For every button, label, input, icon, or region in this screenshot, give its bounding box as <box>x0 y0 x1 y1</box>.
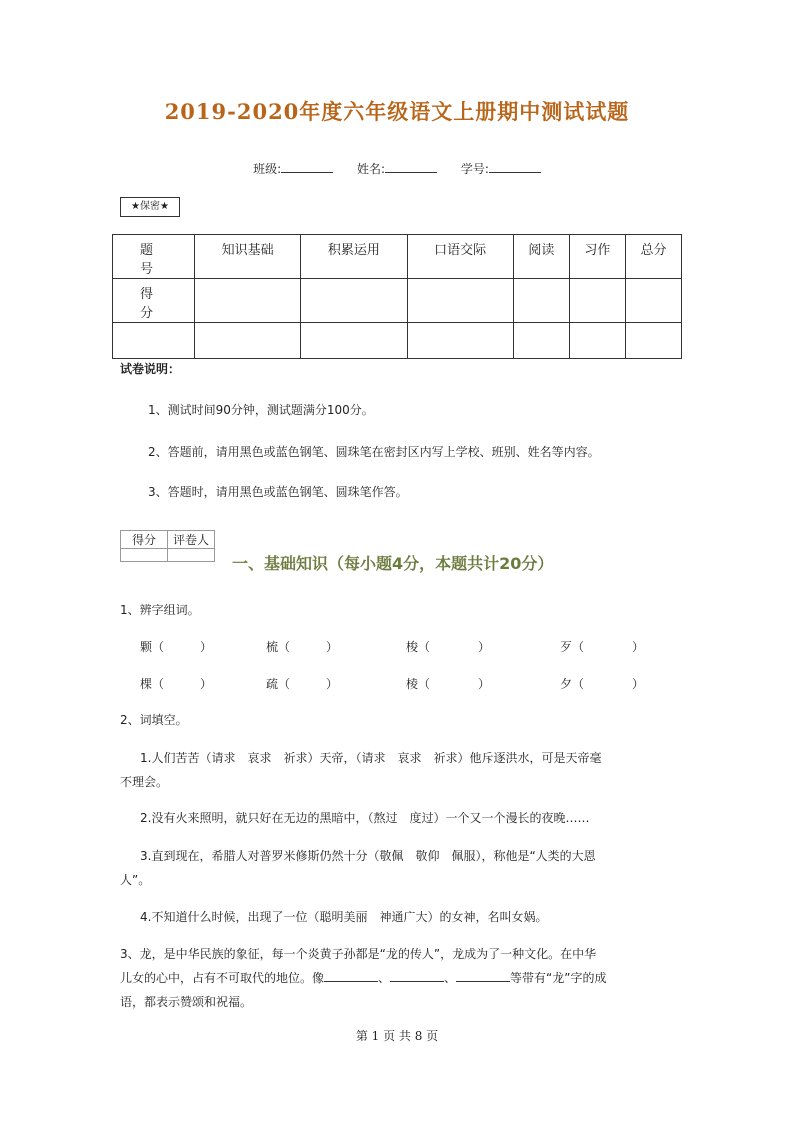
q3-text: 儿女的心中，占有不可取代的地位。像 <box>120 971 325 985</box>
q1-item: 夕（ ） <box>560 677 645 691</box>
q1-item: 梭（ ） <box>406 640 491 654</box>
q1-row-2 <box>140 675 680 693</box>
score-row-label: 得 分 <box>113 279 195 323</box>
q2-item-cont: 人”。 <box>120 873 151 887</box>
answer-blank[interactable] <box>456 969 510 982</box>
q3-sep: 、 <box>444 971 457 985</box>
blank-cell[interactable] <box>407 323 513 359</box>
answer-blank[interactable] <box>324 969 378 982</box>
instruction-item: 1、测试时间90分钟，测试题满分100分。 <box>148 403 374 417</box>
class-label: 班级: <box>253 162 282 176</box>
header-cell-reading: 阅读 <box>513 235 569 279</box>
question-2-prompt: 2、词填空。 <box>120 713 188 727</box>
page-footer: 第 1 页 共 8 页 <box>355 1029 439 1043</box>
question-3-line-1: 3、龙，是中华民族的象征，每一个炎黄子孙都是“龙的传人”，龙成为了一种文化。在中华 <box>120 947 597 961</box>
q1-item: 棱（ ） <box>406 677 491 691</box>
instruction-item: 2、答题前，请用黑色或蓝色钢笔、圆珠笔在密封区内写上学校、班别、姓名等内容。 <box>148 445 600 459</box>
q1-row-1 <box>140 638 680 656</box>
number-label: 学号: <box>460 162 489 176</box>
question-3-line-2 <box>120 966 606 990</box>
q1-item: 歹（ ） <box>560 640 645 654</box>
header-cell-oral: 口语交际 <box>407 235 513 279</box>
score-cell[interactable] <box>625 279 681 323</box>
q2-item-cont: 不理会。 <box>120 775 169 789</box>
blank-cell[interactable] <box>569 323 625 359</box>
blank-cell[interactable] <box>195 323 301 359</box>
blank-cell[interactable] <box>301 323 407 359</box>
q1-item: 梳（ ） <box>266 640 339 654</box>
q1-item: 棵（ ） <box>140 677 213 691</box>
blank-cell[interactable] <box>113 323 195 359</box>
grader-score-label: 得分 <box>121 531 168 549</box>
question-3-line-3: 语，都表示赞颂和祝福。 <box>120 995 253 1009</box>
instructions-heading: 试卷说明： <box>120 362 181 376</box>
name-blank[interactable] <box>385 160 437 173</box>
score-cell[interactable] <box>407 279 513 323</box>
score-table-score-row <box>113 279 682 323</box>
number-blank[interactable] <box>489 160 541 173</box>
score-cell[interactable] <box>195 279 301 323</box>
header-cell-total: 总分 <box>625 235 681 279</box>
answer-blank[interactable] <box>390 969 444 982</box>
student-info-line <box>0 160 794 177</box>
header-cell-writing: 习作 <box>569 235 625 279</box>
name-field <box>357 160 437 177</box>
class-field <box>253 160 333 177</box>
instruction-item: 3、答题时，请用黑色或蓝色钢笔、圆珠笔作答。 <box>148 485 408 499</box>
score-cell[interactable] <box>569 279 625 323</box>
grader-name-cell[interactable] <box>168 549 215 562</box>
header-cell-knowledge: 知识基础 <box>195 235 301 279</box>
q2-item: 2.没有火来照明，就只好在无边的黑暗中，（熬过 度过）一个又一个漫长的夜晚…… <box>140 811 590 825</box>
score-cell[interactable] <box>513 279 569 323</box>
name-label: 姓名: <box>356 162 386 176</box>
q3-text: 等带有“龙”字的成 <box>510 971 607 985</box>
score-table <box>112 234 682 359</box>
q3-sep: 、 <box>378 971 391 985</box>
header-cell-accumulation: 积累运用 <box>301 235 407 279</box>
blank-cell[interactable] <box>513 323 569 359</box>
score-table-blank-row <box>113 323 682 359</box>
grader-score-cell[interactable] <box>121 549 168 562</box>
grader-name-label: 评卷人 <box>168 531 215 549</box>
header-cell-number: 题 号 <box>113 235 195 279</box>
q2-item: 4.不知道什么时候，出现了一位（聪明美丽 神通广大）的女神，名叫女娲。 <box>140 910 548 924</box>
secret-badge: ★保密★ <box>120 197 180 217</box>
blank-cell[interactable] <box>625 323 681 359</box>
question-1-prompt: 1、辨字组词。 <box>120 603 200 617</box>
score-cell[interactable] <box>301 279 407 323</box>
number-field <box>461 160 541 177</box>
score-table-header-row <box>113 235 682 279</box>
q1-item: 疏（ ） <box>266 677 339 691</box>
section-title: 一、基础知识（每小题4分，本题共计20分） <box>232 554 554 573</box>
q1-item: 颗（ ） <box>140 640 213 654</box>
q2-item: 3.直到现在，希腊人对普罗米修斯仍然十分（敬佩 敬仰 佩服），称他是“人类的大恩 <box>140 849 596 863</box>
grader-box <box>120 530 215 562</box>
class-blank[interactable] <box>281 160 333 173</box>
page-title: 2019-2020年度六年级语文上册期中测试试题 <box>164 99 630 124</box>
q2-item: 1.人们苦苦（请求 哀求 祈求）天帝，（请求 哀求 祈求）他斥逐洪水，可是天帝毫 <box>140 751 602 765</box>
